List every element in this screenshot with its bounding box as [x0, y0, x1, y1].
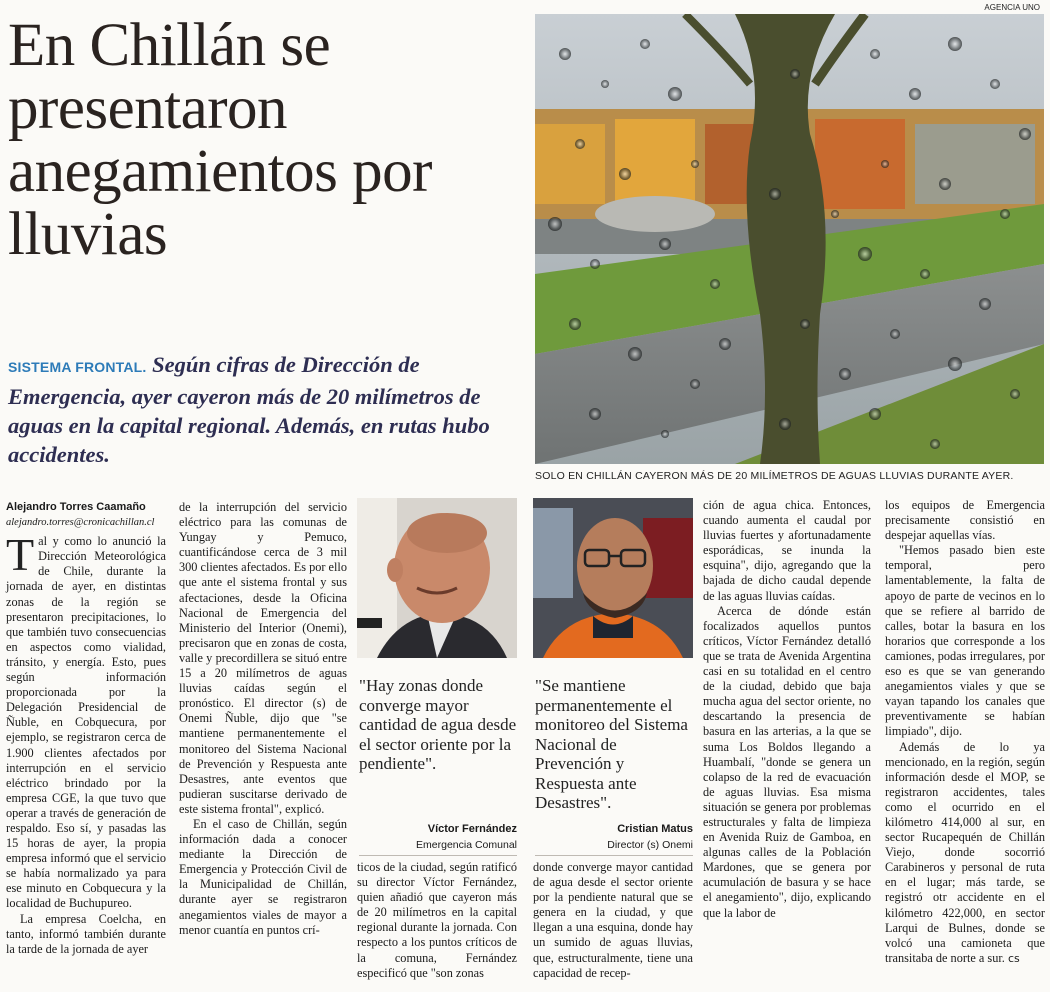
paragraph: de la interrupción del servicio eléctrico para las comunas de Yungay y Pemuco, cuantificándose cerca de 3 mil 300 clientes afectados. Es por ello que ante el sistema frontal y sus afectaciones, desde la Oficina Nacional de Emergencia del Ministerio del Interior (Onemi), precisaron que en zonas de costa, valle y precordillera se situó entre 15 a 20 milímetros de aguas lluvias caídas según el pronóstico. El director (s) de Onemi Ñuble, dijo que "se mantiene permanentemente el monitoreo del Sistema Nacional de Prevención y Respuesta ante Desastres, ante eventos que pudieran suscitarse derivado de este sistema frontal", explicó. [179, 500, 348, 816]
lead-text: Según cifras de Dirección de Emergencia, ayer cayeron más de 20 milímetros de aguas en la capital regional. Además, en rutas hubo accidentes. [8, 352, 490, 467]
article-column-4 [533, 860, 693, 981]
article-column-2 [179, 500, 347, 938]
pull-quote-1: "Hay zonas donde converge mayor cantidad de agua desde el sector oriente por la pendiente". [359, 676, 517, 773]
pull-quote-2: "Se mantiene permanentemente el monitoreo del Sistema Nacional de Prevención y Respuesta ante Desastres". [535, 676, 688, 812]
portrait-cristian-matus [533, 498, 693, 658]
photo-caption: SOLO EN CHILLÁN CAYERON MÁS DE 20 MILÍMETROS DE AGUAS LLUVIAS DURANTE AYER. [535, 470, 1014, 482]
paragraph: ticos de la ciudad, según ratificó su director Víctor Fernández, quien añadió que cayeron más de 20 milímetros en la capital regional durante la jornada. Con respecto a los puntos críticos de la comuna, Fernández especificó que "son zonas [357, 860, 517, 980]
rain-window-image [535, 14, 1044, 464]
lead-paragraph [8, 350, 528, 469]
portrait-image [533, 498, 693, 658]
paragraph-text: al y como lo anunció la Dirección Meteorológica de Chile, durante la jornada de ayer, en distintas zonas de la región se presentaron precipitaciones, lo que también tuvo consecuencias en aspectos como vialidad, tránsito, y energía. Esto, pues según información proporcionada por la Delegación Presidencial de Ñuble, en Cobquecura, por ejemplo, se registraron cerca de 1.900 clientes afectados por interrupción en el servicio eléctrico brindado por la empresa CGE, la que tuvo que operar a través de generación de respaldo. Eso sí, y pasadas las 15 horas de ayer, la propia empresa informó que el servicio se había normalizado ya para ese minuto en Cobquecura y la localidad de Buchupureo. [6, 534, 166, 911]
main-photo-rain-window [535, 14, 1044, 464]
article-column-6 [885, 498, 1045, 966]
portrait-image [357, 498, 517, 658]
article-column-3 [357, 860, 517, 981]
article-column-1 [6, 500, 166, 957]
dropcap: T [6, 529, 35, 581]
portrait-victor-fernandez [357, 498, 517, 658]
end-mark: cs [1007, 951, 1020, 965]
quote-1-name: Víctor Fernández [427, 823, 517, 835]
paragraph: Acerca de dónde están focalizados aquellos puntos críticos, Víctor Fernández detalló que se trata de Avenida Argentina casi en su totalidad en el centro de la ciudad, debido que baja mucha agua del sector oriente, no descartando la presencia de basura en las arterias, a la que se suma Los Boldos llegando a Huambalí, "donde se genera un colapso de la red de evacuación de aguas lluvias. Esa misma situación se genera por problemas estructurales y falta de limpieza en Avenida Ruiz de Gamboa, en algunas calles de la Población Mardones, que se genera por acumulación de basura y se hace el anegamiento", dijo, explicando que la labor de [703, 603, 871, 920]
first-paragraph [6, 529, 166, 911]
headline: En Chillán se presentaron anegamientos por lluvias [8, 12, 432, 268]
paragraph: "Hemos pasado bien este temporal, pero lamentablemente, la falta de apoyo de parte de vecinos en lo que se refiere al barrido de calles, botar la basura en los horarios que corresponde a los camiones, podas irregulares, por eso es que se van generando anegamientos viales y que se vayan tapando los canales que preventivamente se habían limpiado", dijo. [885, 543, 1045, 739]
quote-2-name: Cristian Matus [617, 823, 693, 835]
quote-2-role: Director (s) Onemi [607, 839, 693, 851]
paragraph: los equipos de Emergencia precisamente consistió en despejar aquellas vías. [885, 498, 1045, 543]
byline-author: Alejandro Torres Caamaño [6, 501, 146, 513]
divider [359, 855, 517, 856]
divider [535, 855, 693, 856]
paragraph: donde converge mayor cantidad de agua desde el sector oriente por la pendiente natural que se genera en la ciudad, y que llegan a una esquina, donde hay un sumido de aguas lluvias, que, estructuralmente, tiene una capacidad de recep- [533, 860, 693, 980]
paragraph: En el caso de Chillán, según información dada a conocer mediante la Dirección de Emergencia y Protección Civil de la Municipalidad de Chillán, durante ayer se registraron anegamientos viales de mayor a menor cuantía en puntos crí- [179, 816, 347, 937]
article-column-5 [703, 498, 871, 921]
paragraph [885, 740, 1045, 966]
photo-credit: AGENCIA UNO [984, 3, 1040, 12]
byline-email: alejandro.torres@cronicachillan.cl [6, 517, 155, 529]
section-tag: SISTEMA FRONTAL. [8, 359, 147, 375]
paragraph: La empresa Coelcha, en tanto, informó también durante la tarde de la jornada de ayer [6, 911, 166, 956]
paragraph-text: Además de lo ya mencionado, en la región, según información desde el MOP, se registraron accidentes, tales como el ocurrido en el kilómetro 414,000 al sur, en sector Rucapequén de Chillán Viejo, donde socorrió Carabineros y personal de ruta en el lugar; más tarde, se registró otr accidente en el kilómetro 422,000, en sector Larqui de Bulnes, donde se volcó una camioneta que transitaba de norte a sur. [885, 739, 1045, 965]
paragraph: ción de agua chica. Entonces, cuando aumenta el caudal por lluvias fuertes y afortunadamente esporádicas, se inunda la esquina", dijo, agregando que la bajada de dicho caudal depende de las aguas lluvias caídas. [703, 498, 871, 603]
quote-1-role: Emergencia Comunal [416, 839, 517, 851]
